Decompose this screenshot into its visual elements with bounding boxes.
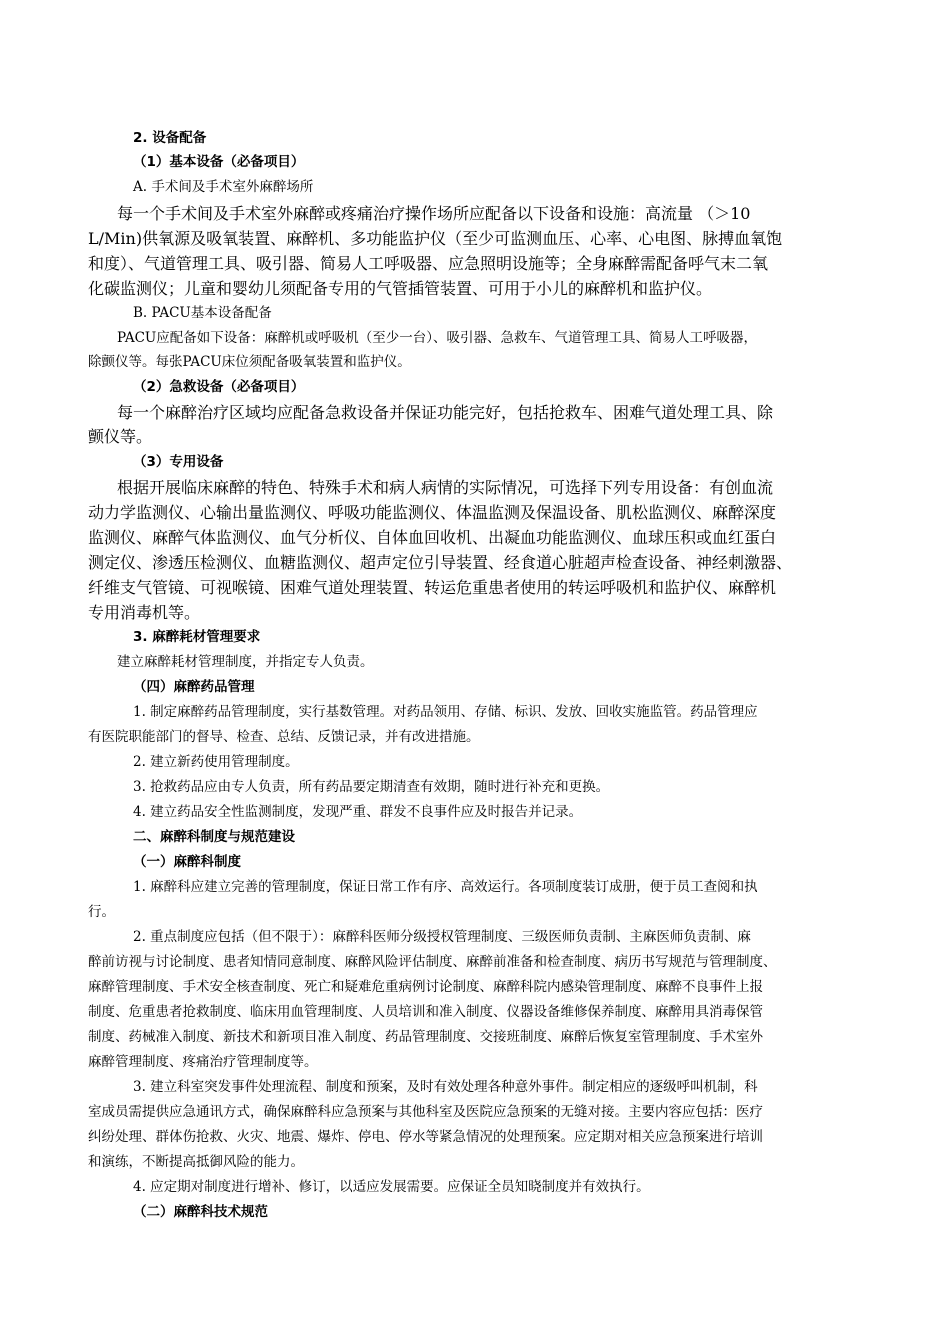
paragraph-line: 4. 应定期对制度进行增补、修订，以适应发展需要。应保证全员知晓制度并有效执行。 <box>133 1179 650 1195</box>
heading-drug-management: （四）麻醉药品管理 <box>133 679 255 695</box>
paragraph-line: 1. 制定麻醉药品管理制度，实行基数管理。对药品领用、存储、标识、发放、回收实施监管。药品管理应 <box>133 704 758 720</box>
heading-equipment: 2. 设备配备 <box>133 130 207 146</box>
paragraph-line: 2. 重点制度应包括（但不限于）：麻醉科医师分级授权管理制度、三级医师负责制、主麻医师负责制、麻 <box>133 929 751 945</box>
paragraph-line: 有医院职能部门的督导、检查、总结、反馈记录，并有改进措施。 <box>88 729 480 745</box>
subheading-B: B. PACU基本设备配备 <box>133 305 272 321</box>
paragraph-line: 3. 抢救药品应由专人负责，所有药品要定期清查有效期，随时进行补充和更换。 <box>133 779 610 795</box>
paragraph-line: 每一个麻醉治疗区域均应配备急救设备并保证功能完好，包括抢救车、困难气道处理工具、除 <box>117 403 774 422</box>
heading-technical-standards: （二）麻醉科技术规范 <box>133 1204 268 1220</box>
heading-basic-equipment: （1）基本设备（必备项目） <box>133 154 305 170</box>
paragraph-line: 1. 麻醉科应建立完善的管理制度，保证日常工作有序、高效运行。各项制度装订成册，便于员工查阅和执 <box>133 879 758 895</box>
paragraph-line: 专用消毒机等。 <box>88 603 201 622</box>
paragraph-line: 醉前访视与讨论制度、患者知情同意制度、麻醉风险评估制度、麻醉前准备和检查制度、病历书写规范与管理制度、 <box>88 954 777 970</box>
paragraph-line: 室成员需提供应急通讯方式，确保麻醉科应急预案与其他科室及医院应急预案的无缝对接。主要内容应包括：医疗 <box>88 1104 763 1120</box>
subheading-A: A. 手术间及手术室外麻醉场所 <box>133 179 314 195</box>
paragraph-line: 纤维支气管镜、可视喉镜、困难气道处理装置、转运危重患者使用的转运呼吸机和监护仪、麻醉机 <box>88 578 777 597</box>
paragraph-line: 3. 建立科室突发事件处理流程、制度和预案，及时有效处理各种意外事件。制定相应的逐级呼叫机制，科 <box>133 1079 758 1095</box>
paragraph-line: 测定仪、渗透压检测仪、血糖监测仪、超声定位引导装置、经食道心脏超声检查设备、神经刺激器、 <box>88 553 793 572</box>
paragraph-line: 每一个手术间及手术室外麻醉或疼痛治疗操作场所应配备以下设备和设施：高流量 （＞10 <box>117 204 751 223</box>
heading-department-rules: （一）麻醉科制度 <box>133 854 241 870</box>
paragraph-line: 制度、危重患者抢救制度、临床用血管理制度、人员培训和准入制度、仪器设备维修保养制度、麻醉用具消毒保管 <box>88 1004 763 1020</box>
paragraph-line: 和度）、气道管理工具、吸引器、简易人工呼吸器、应急照明设施等；全身麻醉需配备呼气末二氧 <box>88 254 769 273</box>
paragraph-line: 2. 建立新药使用管理制度。 <box>133 754 299 770</box>
paragraph-line: 麻醉管理制度、疼痛治疗管理制度等。 <box>88 1054 318 1070</box>
heading-consumables: 3. 麻醉耗材管理要求 <box>133 629 261 645</box>
paragraph-line: L/Min)供氧源及吸氧装置、麻醉机、多功能监护仪（至少可监测血压、心率、心电图、脉搏血氧饱 <box>88 229 783 248</box>
paragraph-line: 监测仪、麻醉气体监测仪、血气分析仪、自体血回收机、出凝血功能监测仪、血球压积或血红蛋白 <box>88 528 777 547</box>
paragraph-line: 行。 <box>88 904 115 920</box>
paragraph-line: PACU应配备如下设备：麻醉机或呼吸机（至少一台）、吸引器、急救车、气道管理工具、简易人工呼吸器， <box>117 330 758 346</box>
paragraph-line: 除颤仪等。每张PACU床位须配备吸氧装置和监护仪。 <box>88 354 411 370</box>
paragraph-line: 化碳监测仪；儿童和婴幼儿须配备专用的气管插管装置、可用于小儿的麻醉机和监护仪。 <box>88 279 713 298</box>
paragraph-line: 动力学监测仪、心输出量监测仪、呼吸功能监测仪、体温监测及保温设备、肌松监测仪、麻醉深度 <box>88 503 777 522</box>
heading-section-two: 二、麻醉科制度与规范建设 <box>133 829 295 845</box>
paragraph-line: 颤仪等。 <box>88 427 153 446</box>
paragraph-line: 纠纷处理、群体伤抢救、火灾、地震、爆炸、停电、停水等紧急情况的处理预案。应定期对相关应急预案进行培训 <box>88 1129 763 1145</box>
paragraph-line: 制度、药械准入制度、新技术和新项目准入制度、药品管理制度、交接班制度、麻醉后恢复室管理制度、手术室外 <box>88 1029 763 1045</box>
heading-emergency-equipment: （2）急救设备（必备项目） <box>133 379 305 395</box>
paragraph-line: 建立麻醉耗材管理制度，并指定专人负责。 <box>117 654 374 670</box>
paragraph-line: 麻醉管理制度、手术安全核查制度、死亡和疑难危重病例讨论制度、麻醉科院内感染管理制度、麻醉不良事件上报 <box>88 979 763 995</box>
paragraph-line: 和演练，不断提高抵御风险的能力。 <box>88 1154 304 1170</box>
heading-special-equipment: （3）专用设备 <box>133 454 224 470</box>
paragraph-line: 根据开展临床麻醉的特色、特殊手术和病人病情的实际情况，可选择下列专用设备：有创血流 <box>117 478 774 497</box>
paragraph-line: 4. 建立药品安全性监测制度，发现严重、群发不良事件应及时报告并记录。 <box>133 804 583 820</box>
